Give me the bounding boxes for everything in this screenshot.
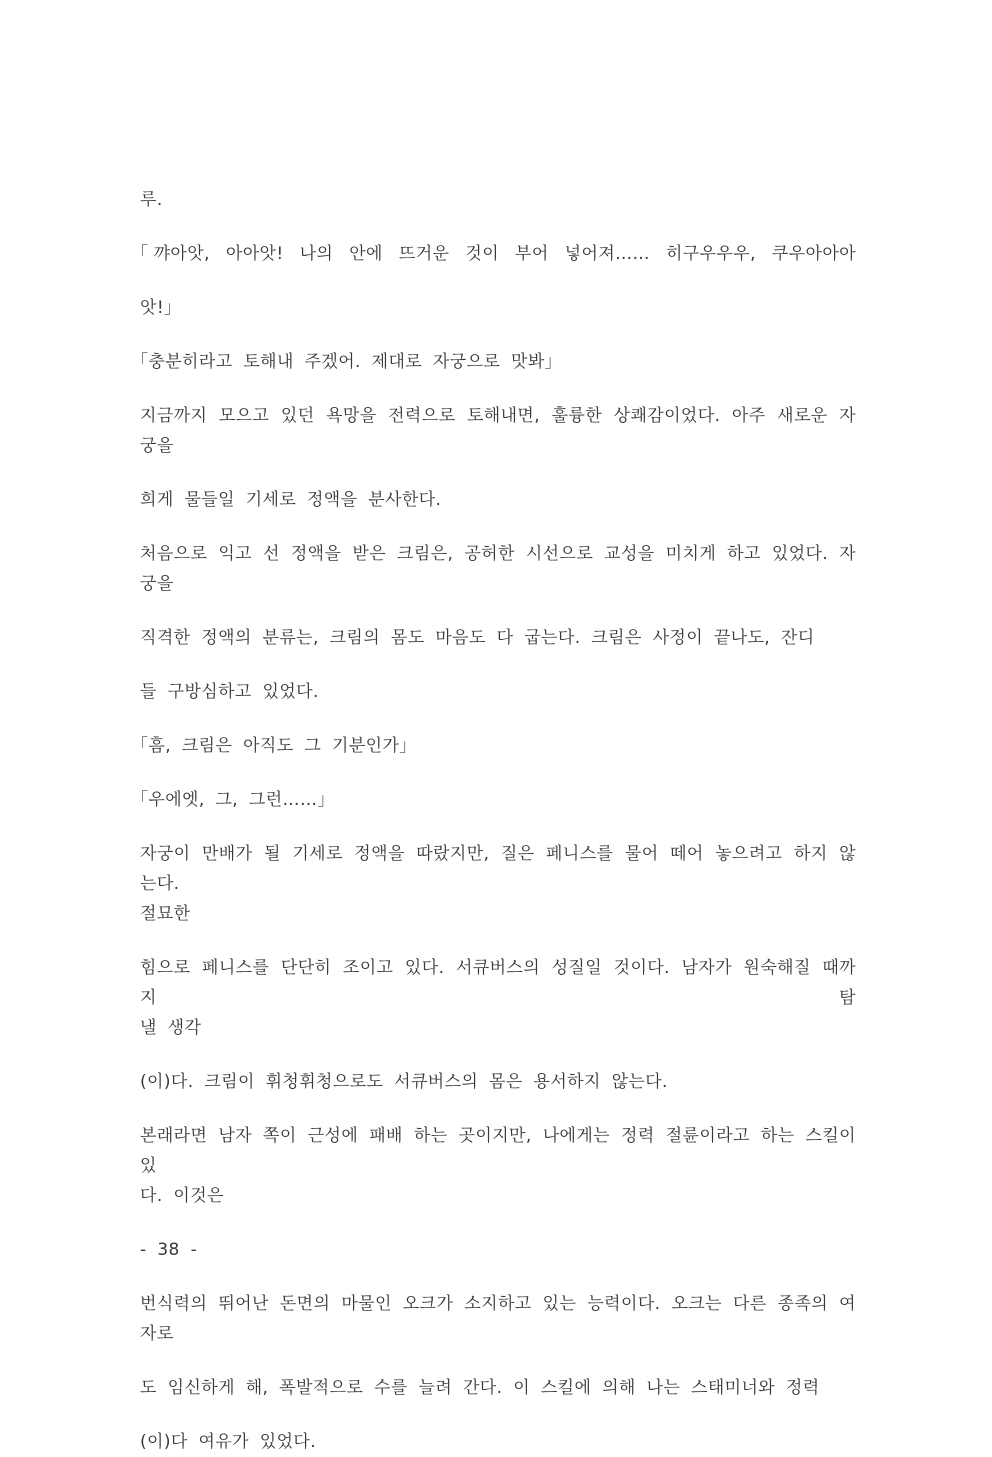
text-content bbox=[131, 185, 856, 1457]
text-line: 직격한 정액의 분류는, 크림의 몸도 마음도 다 굽는다. 크림은 사정이 끝나도, 잔디 bbox=[140, 628, 815, 648]
text-line: 낼 생각 bbox=[140, 1018, 202, 1038]
text-line: (이)다 여유가 있었다. bbox=[140, 1432, 317, 1452]
text-line: 「흠, 크림은 아직도 그 기분인가」 bbox=[131, 736, 417, 756]
text-line: 「꺄아앗, 아아앗! 나의 안에 뜨거운 것이 부어 넣어져…… 히구우우우, 쿠우아아아 bbox=[131, 244, 856, 264]
page-number: - 38 - bbox=[140, 1240, 198, 1260]
text-line: 번식력의 뛰어난 돈면의 마물인 오크가 소지하고 있는 능력이다. 오크는 다른 종족의 여자로 bbox=[140, 1294, 856, 1344]
text-line: (이)다. 크림이 휘청휘청으로도 서큐버스의 몸은 용서하지 않는다. bbox=[140, 1072, 668, 1092]
text-line: 루. bbox=[140, 190, 163, 210]
text-line: 들 구방심하고 있었다. bbox=[140, 682, 319, 702]
text-line: 희게 물들일 기세로 정액을 분사한다. bbox=[140, 490, 442, 510]
text-line: 처음으로 익고 선 정액을 받은 크림은, 공허한 시선으로 교성을 미치게 하고 있었다. 자궁을 bbox=[140, 544, 856, 594]
text-line: 자궁이 만배가 될 기세로 정액을 따랐지만, 질은 페니스를 물어 떼어 놓으려고 하지 않는다. bbox=[140, 844, 856, 894]
text-line: 도 임신하게 해, 폭발적으로 수를 늘려 간다. 이 스킬에 의해 나는 스태미너와 정력 bbox=[140, 1378, 820, 1398]
text-line: 힘으로 페니스를 단단히 조이고 있다. 서큐버스의 성질일 것이다. 남자가 원숙해질 때까지 탐 bbox=[140, 958, 856, 1008]
text-line: 절묘한 bbox=[140, 904, 191, 924]
text-line: 지금까지 모으고 있던 욕망을 전력으로 토해내면, 훌륭한 상쾌감이었다. 아주 새로운 자궁을 bbox=[140, 406, 856, 456]
text-line: 앗!」 bbox=[140, 298, 182, 318]
text-line: 「우에엣, 그, 그런……」 bbox=[131, 790, 335, 810]
text-line: 다. 이것은 bbox=[140, 1186, 224, 1206]
text-line: 「충분히라고 토해내 주겠어. 제대로 자궁으로 맛봐」 bbox=[131, 352, 563, 372]
text-line: 본래라면 남자 쪽이 근성에 패배 하는 곳이지만, 나에게는 정력 절륜이라고 하는 스킬이 있 bbox=[140, 1126, 856, 1176]
